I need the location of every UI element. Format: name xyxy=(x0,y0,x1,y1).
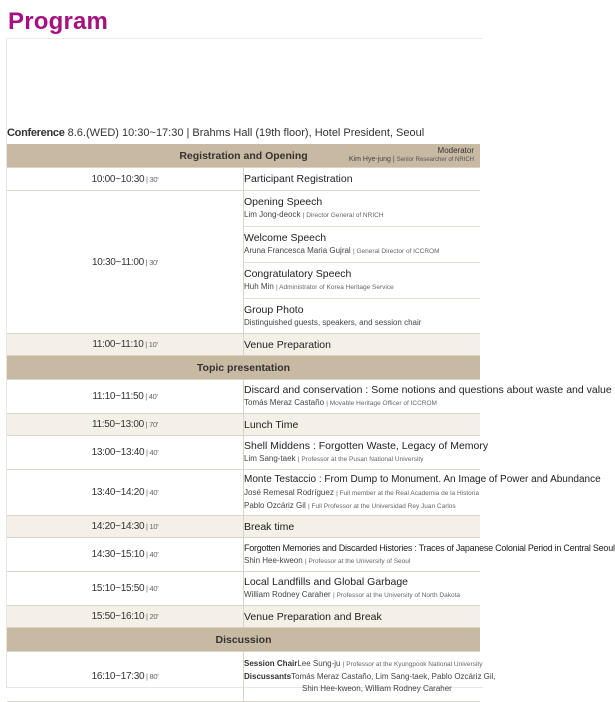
speaker-role: Professor at the University of Seoul xyxy=(308,558,411,565)
discussants-label: Discussants xyxy=(244,672,292,681)
time-range: 15:50~16:10 xyxy=(91,611,145,622)
duration: 80' xyxy=(149,672,159,681)
section-title-discussion: Discussion xyxy=(215,633,272,646)
moderator-role: Senior Researcher of NRICH xyxy=(396,157,474,163)
speaker-name: Huh Min xyxy=(244,282,274,291)
session-chair-label: Session Chair xyxy=(244,659,298,668)
speaker-name: Tomás Meraz Castaño xyxy=(244,398,325,407)
session-title: Participant Registration xyxy=(244,173,353,185)
section-title-topic: Topic presentation xyxy=(196,361,291,374)
discussants-row-2 xyxy=(244,683,480,695)
session-chair-name: Lee Sung-ju xyxy=(297,659,341,668)
session-title: Group Photo xyxy=(244,304,304,316)
duration: 40' xyxy=(149,448,159,457)
speaker-name: Lim Sang-taek xyxy=(244,454,296,463)
time-range: 10:00~10:30 xyxy=(91,173,145,185)
group-photo-note: Distinguished guests, speakers, and session chair xyxy=(244,318,422,327)
speaker-role: Full member at the Real Academia de la Historia xyxy=(339,489,480,497)
group-photo-item xyxy=(244,299,480,333)
opening-speech-item: Opening Speech Lim Jong-deock | Director General of NRICH xyxy=(244,191,480,227)
speaker-role: General Director of ICCROM xyxy=(356,248,440,255)
discussants-names-line-1: Tomás Meraz Castaño, Lim Sang-taek, Pablo Ozcáriz Gil, xyxy=(291,672,496,681)
duration: 30' xyxy=(149,257,158,267)
schedule-row: 13:40~14:20 | 40' Monte Testaccio : From Dump to Monument. An Image of Power and Abundance José Remesal Rodríguez | Full member at the Real Academia de la Historia Pablo Ozcáriz Gil | Full Professor at the Universidad Rey Juan Carlos xyxy=(7,470,480,516)
time-range: 14:30~15:10 xyxy=(91,549,145,560)
time-cell: 10:30~11:00 | 30' xyxy=(7,191,244,334)
section-header-registration xyxy=(7,144,480,168)
speaker-name: Lim Jong-deock xyxy=(244,210,301,219)
session-title: Forgotten Memories and Discarded Histories : Traces of Japanese Colonial Period in Central Seoul xyxy=(244,543,615,553)
schedule-row xyxy=(7,606,480,628)
page-title: Program xyxy=(8,8,109,35)
session-title: Venue Preparation xyxy=(244,338,331,351)
speaker-role: Director General of NRICH xyxy=(306,212,384,219)
conference-label: Conference xyxy=(7,127,65,139)
time-cell: 14:30~15:10 | 40' xyxy=(7,538,244,572)
moderator-label: Moderator xyxy=(437,146,474,155)
speaker-name: Pablo Ozcáriz Gil xyxy=(244,500,306,510)
time-range: 16:10~17:30 xyxy=(91,671,145,682)
duration: 30' xyxy=(149,174,159,184)
discussants-row xyxy=(244,671,496,683)
time-range: 11:00~11:10 xyxy=(92,339,144,350)
time-cell: 13:40~14:20 | 40' xyxy=(7,470,244,516)
session-title: Discard and conservation : Some notions and questions about waste and value xyxy=(244,384,612,396)
session-chair-row: Session Chair Lee Sung-ju | Professor at the Kyungpook National University xyxy=(244,658,480,671)
schedule-row xyxy=(7,334,480,356)
welcome-speech-item: Welcome Speech Aruna Francesca Maria Gujral | General Director of ICCROM xyxy=(244,227,480,263)
time-cell: 15:50~16:10 | 20' xyxy=(7,606,244,628)
program-table xyxy=(7,144,615,702)
time-range: 13:40~14:20 xyxy=(91,487,145,498)
speaker-role: Administrator of Korea Heritage Service xyxy=(279,284,394,291)
schedule-row xyxy=(7,516,480,538)
session-title: Venue Preparation and Break xyxy=(244,610,382,623)
schedule-row: 11:10~11:50 | 40' Discard and conservation : Some notions and questions about waste and value Tomás Meraz Castaño | Movable Heritage Officer of ICCROM xyxy=(7,380,480,414)
section-header-discussion xyxy=(7,628,480,652)
schedule-row: 15:10~15:50 | 40' Local Landfills and Global Garbage William Rodney Caraher | Professor at the University of North Dakota xyxy=(7,572,480,606)
schedule-row xyxy=(7,652,480,702)
moderator-box: Moderator Kim Hye-jung | Senior Researcher of NRICH xyxy=(348,146,474,163)
duration: 70' xyxy=(149,420,158,429)
speaker-role: Professor at the Pusan National University xyxy=(301,456,424,463)
session-title: Break time xyxy=(244,520,295,533)
schedule-row xyxy=(7,414,480,436)
time-cell: 11:10~11:50 | 40' xyxy=(7,380,244,414)
time-cell: 11:50~13:00 | 70' xyxy=(7,414,244,436)
schedule-row xyxy=(7,191,480,334)
duration: 40' xyxy=(148,392,158,401)
duration: 40' xyxy=(149,550,159,559)
duration: 20' xyxy=(149,612,159,621)
time-cell: 15:10~15:50 | 40' xyxy=(7,572,244,606)
session-title: Opening Speech xyxy=(244,196,323,208)
time-range: 11:50~13:00 xyxy=(92,419,144,430)
section-header-topic xyxy=(7,356,480,380)
speaker-name: José Remesal Rodríguez xyxy=(244,487,334,497)
duration: 40' xyxy=(149,488,159,497)
session-title: Congratulatory Speech xyxy=(244,268,352,280)
session-title: Shell Middens : Forgotten Waste, Legacy of Memory xyxy=(244,440,489,452)
duration: 10' xyxy=(149,522,159,531)
time-cell: 16:10~17:30 | 80' xyxy=(7,652,244,702)
speaker-name: William Rodney Caraher xyxy=(244,590,331,599)
session-title: Lunch Time xyxy=(244,418,299,431)
conference-info xyxy=(7,127,424,139)
session-title: Welcome Speech xyxy=(244,232,327,244)
schedule-row: 13:00~13:40 | 40' Shell Middens : Forgotten Waste, Legacy of Memory Lim Sang-taek | Professor at the Pusan National University xyxy=(7,436,480,470)
speaker-role: Professor at the University of North Dakota xyxy=(336,592,460,599)
time-cell: 13:00~13:40 | 40' xyxy=(7,436,244,470)
schedule-row: 14:30~15:10 | 40' Forgotten Memories and Discarded Histories : Traces of Japanese Colonial Period in Central Seoul Shin Hee-kweon | Professor at the University of Seoul xyxy=(7,538,480,572)
time-cell: 14:20~14:30 | 10' xyxy=(7,516,244,538)
section-title-registration: Registration and Opening xyxy=(179,149,308,162)
session-title: Local Landfills and Global Garbage xyxy=(244,576,409,588)
duration: 10' xyxy=(148,340,158,349)
speaker-role: Full Professor at the Universidad Rey Juan Carlos xyxy=(311,502,456,510)
time-range: 11:10~11:50 xyxy=(92,391,144,402)
discussants-names-line-2: Shin Hee-kweon, William Rodney Caraher xyxy=(302,684,452,693)
schedule-row xyxy=(7,168,480,191)
time-cell: 10:00~10:30 | 30' xyxy=(7,168,244,191)
conference-details: 8.6.(WED) 10:30~17:30 | Brahms Hall (19th floor), Hotel President, Seoul xyxy=(67,127,425,139)
time-range: 14:20~14:30 xyxy=(91,521,145,532)
session-title: Monte Testaccio : From Dump to Monument. An Image of Power and Abundance xyxy=(244,473,601,485)
time-range: 10:30~11:00 xyxy=(92,256,144,268)
time-range: 13:00~13:40 xyxy=(91,447,145,458)
duration: 40' xyxy=(149,584,159,593)
speaker-name: Shin Hee-kweon xyxy=(244,556,303,565)
session-chair-role: Professor at the Kyungpook National University xyxy=(346,661,483,668)
time-range: 15:10~15:50 xyxy=(91,583,145,594)
speaker-role: Movable Heritage Officer of ICCROM xyxy=(329,400,437,407)
moderator-name: Kim Hye-jung xyxy=(348,156,391,163)
congratulatory-speech-item: Congratulatory Speech Huh Min | Administrator of Korea Heritage Service xyxy=(244,263,480,299)
time-cell: 11:00~11:10 | 10' xyxy=(7,334,244,356)
speaker-name: Aruna Francesca Maria Gujral xyxy=(244,246,351,255)
